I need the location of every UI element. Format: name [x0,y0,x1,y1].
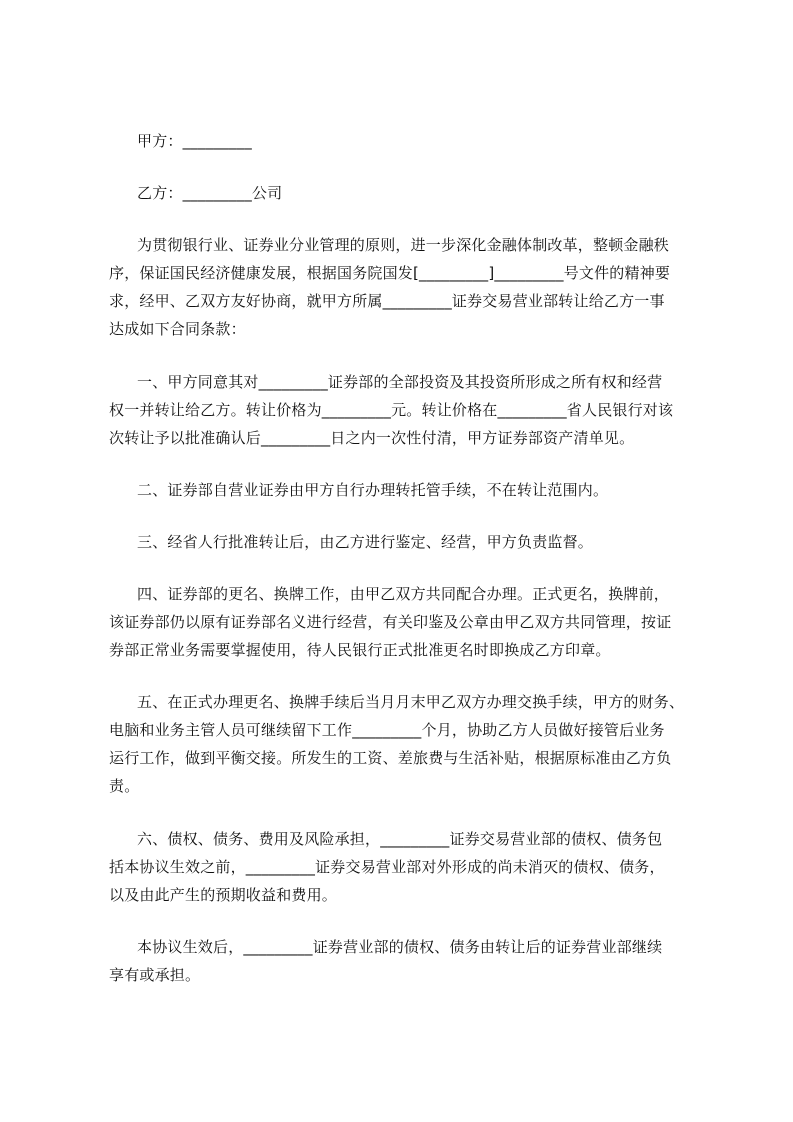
clause-6-line: 括本协议生效之前，_________证券交易营业部对外形成的尚未消灭的债权、债务， [109,858,665,876]
clause-6-line: 以及由此产生的预期收益和费用。 [109,886,338,904]
clause-5-line: 责。 [109,777,140,795]
clause-5-line: 五、在正式办理更名、换牌手续后当月月末甲乙双方办理交换手续，甲方的财务、 [137,693,685,711]
clause-6-line: 六、债权、债务、费用及风险承担，_________证券交易营业部的债权、债务包 [137,830,663,848]
clause-4-line: 四、证券部的更名、换牌工作，由甲乙双方共同配合办理。正式更名，换牌前， [137,585,670,603]
clause-4-line: 该证券部仍以原有证券部名义进行经营，有关印鉴及公章由甲乙双方共同管理，按证 [109,613,672,631]
preamble-line: 达成如下合同条款： [109,320,246,338]
preamble-line: 求，经甲、乙双方友好协商，就甲方所属_________证券交易营业部转让给乙方一事 [109,292,665,310]
clause-3-line: 三、经省人行批准转让后，由乙方进行鉴定、经营，甲方负责监督。 [137,533,594,551]
clause-7-line: 享有或承担。 [109,966,201,984]
clause-4-line: 券部正常业务需要掌握使用，待人民银行正式批准更名时即换成乙方印章。 [109,641,611,659]
preamble-line: 序，保证国民经济健康发展，根据国务院国发[_________]_________号文件的精神要 [109,264,671,282]
clause-1-line: 权一并转让给乙方。转让价格为_________元。转让价格在_________省人民银行对该 [109,401,674,419]
clause-1-line: 一、甲方同意其对_________证券部的全部投资及其投资所形成之所有权和经营 [137,373,663,391]
party-b-line: 乙方：_________公司 [137,184,283,202]
preamble-line: 为贯彻银行业、证券业分业管理的原则，进一步深化金融体制改革，整顿金融秩 [137,236,670,254]
clause-5-line: 运行工作，做到平衡交接。所发生的工资、差旅费与生活补贴，根据原标准由乙方负 [109,749,672,767]
clause-2-line: 二、证券部自营业证券由甲方自行办理转托管手续，不在转让范围内。 [137,481,609,499]
clause-5-line: 电脑和业务主管人员可继续留下工作_________个月，协助乙方人员做好接管后业务 [109,721,665,739]
party-a-line: 甲方：_________ [137,132,252,150]
clause-7-line: 本协议生效后，_________证券营业部的债权、债务由转让后的证券营业部继续 [137,938,663,956]
clause-1-line: 次转让予以批准确认后_________日之内一次性付清，甲方证券部资产清单见。 [109,429,635,447]
